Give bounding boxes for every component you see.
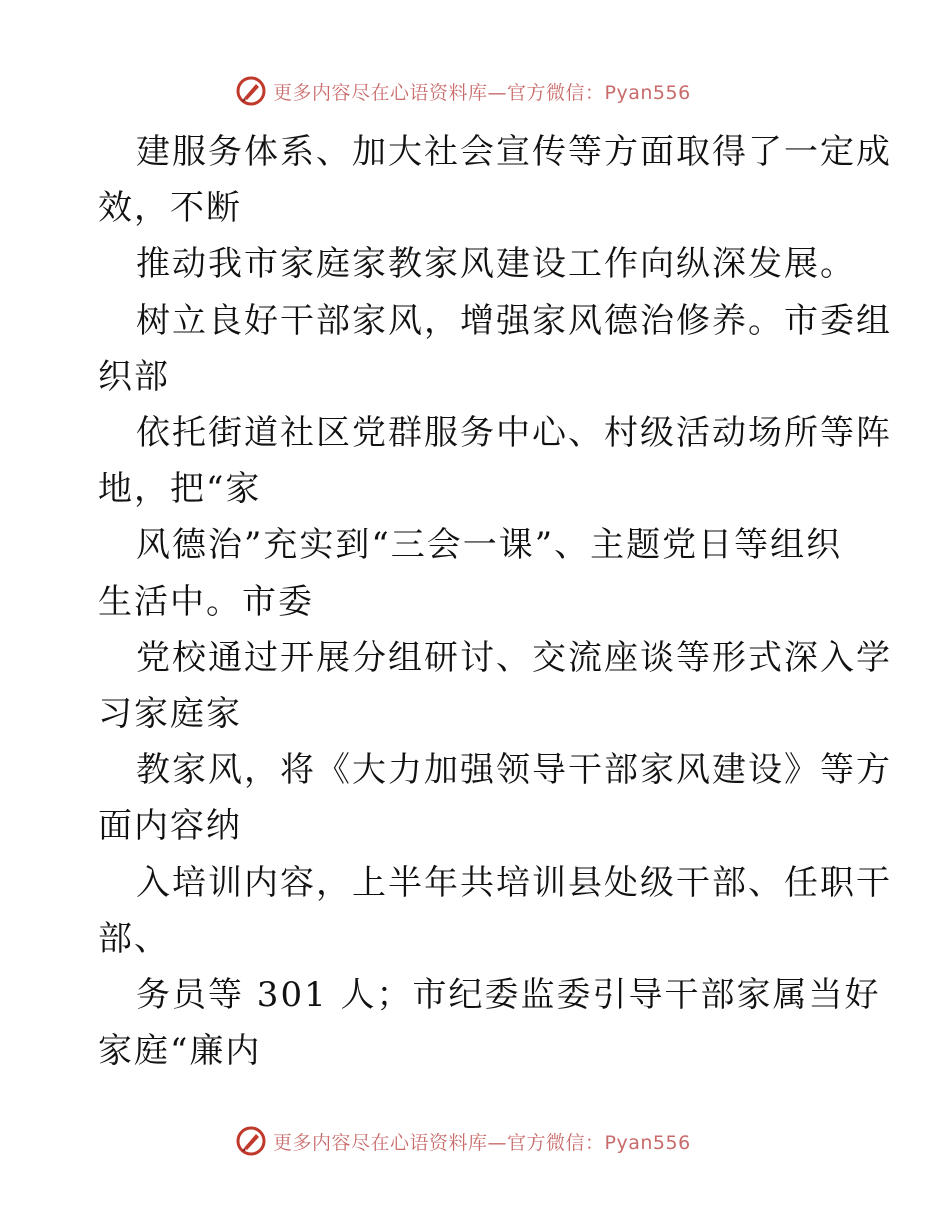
- paragraph-first-line: 教家风，将《大力加强领导干部家风建设》等方: [136, 750, 892, 791]
- paragraph: [98, 517, 858, 629]
- paragraph-first-line: 依托街道社区党群服务中心、村级活动场所等阵: [136, 413, 892, 454]
- paragraph: [98, 293, 892, 405]
- paragraph: [98, 124, 892, 236]
- paragraph-continuation: 织部: [98, 356, 170, 397]
- paragraph: [98, 967, 881, 1079]
- paragraph-continuation: 部、: [98, 918, 170, 959]
- paragraph-continuation: 习家庭家: [98, 694, 242, 735]
- paragraph-first-line: 风德治”充实到“三会一课”、主题党日等组织: [136, 525, 843, 566]
- paragraph-continuation: 效，不断: [98, 188, 242, 229]
- paragraph-first-line: 入培训内容，上半年共培训县处级干部、任职干: [136, 862, 892, 903]
- pen-logo-icon: [235, 75, 267, 107]
- pen-logo-icon: [235, 1125, 267, 1157]
- paragraph-first-line: 党校通过开展分组研讨、交流座谈等形式深入学: [136, 637, 892, 678]
- paragraph-continuation: 生活中。市委: [98, 581, 314, 622]
- paragraph-first-line: 建服务体系、加大社会宣传等方面取得了一定成: [136, 132, 892, 172]
- paragraph: [98, 405, 892, 517]
- paragraph-continuation: 家庭“廉内: [98, 1031, 262, 1072]
- watermark-text: 更多内容尽在心语资料库—官方微信：Pyan556: [273, 1131, 691, 1154]
- paragraph-first-line: 务员等 301 人；市纪委监委引导干部家属当好: [136, 975, 881, 1016]
- paragraph: [98, 630, 892, 742]
- paragraph-continuation: 面内容纳: [98, 806, 242, 847]
- paragraph: [98, 855, 892, 967]
- paragraph-first-line: 推动我市家庭家教家风建设工作向纵深发展。: [136, 244, 856, 285]
- document-body: [98, 124, 892, 1079]
- watermark-text: 更多内容尽在心语资料库—官方微信：Pyan556: [273, 81, 691, 104]
- paragraph: [98, 742, 892, 854]
- paragraph: [98, 236, 858, 292]
- footer-watermark: [235, 1123, 691, 1159]
- paragraph-first-line: 树立良好干部家风，增强家风德治修养。市委组: [136, 300, 892, 341]
- paragraph-continuation: 地，把“家: [98, 469, 262, 510]
- header-watermark: [235, 73, 691, 109]
